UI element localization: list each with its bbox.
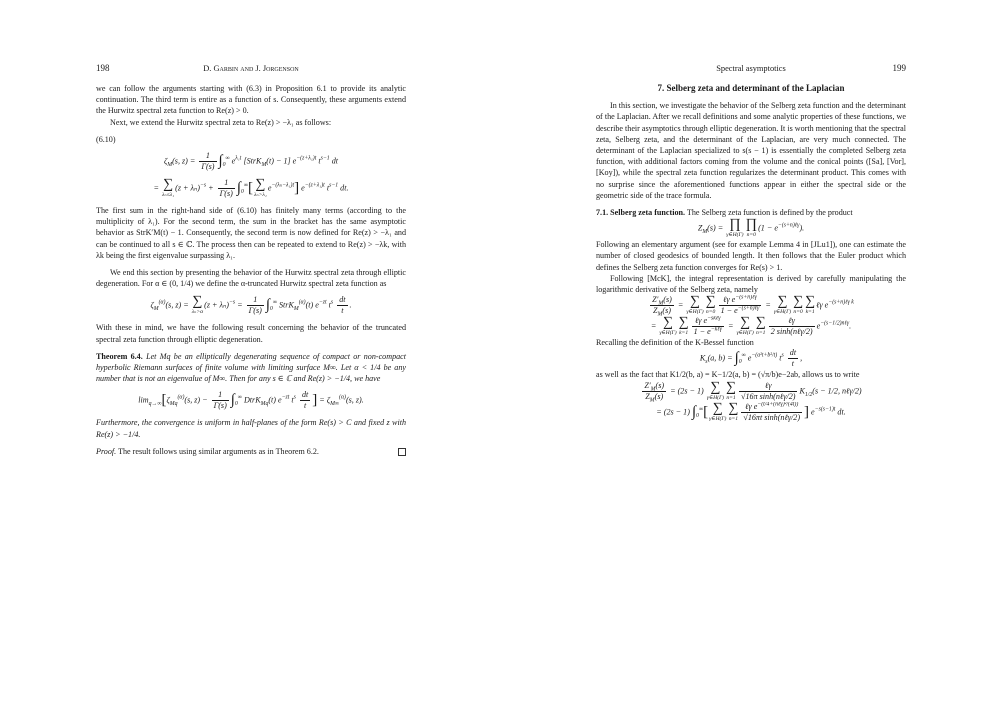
theorem-6-4-equation: $\lim_{q\to\infty}[\zeta_{Mq}^{(\alpha)}(s$, z) − $\frac{1}{\Gamma(s)}$ $\int_0^\infty$ DtrK$_{Mq}$(t) $e^{-zt}$ $t^s$ $\frac{dt}{t}$ ] = $\zeta_{M\infty}^{(\alpha)}(s$, z). — [138, 390, 364, 411]
theorem-after-text: Furthermore, the convergence is uniform in half-planes of the form Re(s) > C and fixed z with Re(z) > −1/4. — [96, 418, 406, 439]
qed-box-icon — [398, 448, 406, 456]
equation-label-6-10: (6.10) — [96, 134, 116, 144]
left-page-number: 198 — [96, 63, 110, 73]
left-running-title: D. Garbin and J. Jorgenson — [203, 64, 299, 73]
theorem-text: Let Mq be an elliptically degenerating sequence of compact or non-compact hyperbolic Riemann surfaces of finite volume with limiting surface M∞. Let α < 1/4 be any number that is not an eigenvalue of M∞. Then for any s ∈ ℂ and Re(z) > −1/4, we have — [96, 351, 407, 384]
subsection-text: The Selberg zeta function is defined by the product — [686, 208, 853, 218]
log-derivative-line-2: = ∑ γ∈H(Γ) ∑ k=1 $\frac{\ell\gamma e^{-sk\ell\gamma}}{1 - e^{-k\ell\gamma}}$ = ∑ γ∈H(Γ) ∑ n=1 $\frac{\text{ℓγ}}{\text{2 sinh(nℓγ/2)}}$ $e^{-(s-1/2)n\ell\gamma}$. — [650, 316, 852, 337]
log-derivative-line-1: $\frac{Z'_M(s)}{Z_M(s)}$ = ∑ γ∈H(Γ) ∑ n=0 $\frac{\ell\gamma e^{-(s+n)\ell\gamma}}{1 - e^{-(s+n)\ell\gamma}}$ = ∑ γ∈H(Γ) ∑ n=0 ∑ k=1 ℓγ $e^{-(s+n)\ell\gamma k}$ — [652, 295, 854, 317]
left-page — [96, 0, 406, 704]
right-running-head — [596, 63, 906, 75]
left-body — [96, 83, 406, 457]
left-paragraph-1: we can follow the arguments starting with (6.3) in Proposition 6.1 to provide its analytic continuation. The third term is entire as a function of s. Consequently, these arguments extend the Hurwitz spectral zeta function to Re(z) > 0. — [96, 84, 406, 116]
proof-label: Proof. — [96, 446, 117, 456]
proof — [96, 446, 406, 457]
proof-text: The result follows using similar arguments as in Theorem 6.2. — [118, 446, 319, 456]
right-paragraph-3: Following [McK], the integral representation is derived by carefully manipulating the logarithmic derivative of the Selberg zeta, namely — [596, 273, 906, 295]
left-paragraph-5: With these in mind, we have the following result concerning the behavior of the truncated spectral zeta function through elliptic degeneration. — [96, 323, 406, 344]
right-body — [596, 83, 906, 423]
left-running-head — [96, 63, 406, 75]
right-page — [596, 0, 906, 704]
right-page-number: 199 — [892, 63, 906, 73]
right-running-title: Spectral asymptotics — [716, 64, 786, 73]
bessel-equation: $K_s(a$, $b) = \int_0^\infty$ $e^{-(a^2t+b^2/t)}$ $t^s$ $\frac{dt}{t}$ , — [699, 348, 803, 369]
subsection-7-1 — [596, 207, 906, 218]
equation-6-10-line-1: $\zeta_M(s$, z) = $\frac{1}{\Gamma(s)}$ $\int_0^\infty$ $e^{\lambda_1t}$ [StrK$_M$(t) − 1] $e^{-(z+\lambda_1)t}$ $t^{s-1}$ dt — [163, 151, 339, 172]
theorem-6-4 — [96, 351, 406, 385]
right-paragraph-1: In this section, we investigate the behavior of the Selberg zeta function and the determinant of the Laplacian. After we recall definitions and some analytic properties of these functions, we describe their asymptotics through elliptic degeneration. It is worth mentioning that the spectral zeta, Selberg zeta, and the determinant of the Laplacian, are very much connected. The determinant of the Laplacian specialized to s(s − 1) is essentially the completed Selberg zeta function, with additional factors coming from the volume and the conical points ([Sa], [Vor], [Koy]), while the spectral zeta function regularizes the determinant product. This comes with no surprise since the aforementioned functions appear in either the spectral side or the geometric side of the trace formula. — [596, 101, 906, 200]
left-paragraph-3: The first sum in the right-hand side of (6.10) has finitely many terms (according to the multiplicity of λ₁). For the second term, the sum in the bracket has the same asymptotic behavior as StrK′M(t) − 1. Consequently, the second term is now defined for Re(z) > −λ₁ and can be continued to all s ∈ ℂ. The process then can be repeated to extend to Re(z) > −λk, with λk being the first eigenvalue surpassing λ₁. — [96, 206, 406, 260]
subsection-title: 7.1. Selberg zeta function. — [596, 208, 686, 218]
truncated-zeta-equation: $\zeta_M^{(\alpha)}(s$, z) = ∑ λₙ>α $(z + \lambda_n)^{-s}$ = $\frac{1}{\Gamma(s)}$ $\int_0^\infty$ StrK$_M^{(\alpha)}$(t) $e^{-zt}$ $t^s$ $\frac{dt}{t}$ . — [150, 295, 352, 316]
equation-6-10-line-2: = ∑ λₙ≤λ₁ $(z + \lambda_n)^{-s}$ + $\frac{1}{\Gamma(s)}$ $\int_0^\infty$[ ∑ λₙ>λ₁ $e^{-(\lambda_n-\lambda_1)t}$] $e^{-(z+\lambda_1)t}$ $t^{s-1}$ dt. — [153, 178, 349, 199]
final-equation-line-2: = (2s − 1) $\int_0^\infty$[ ∑ γ∈H(Γ) ∑ n=1 $\frac{\ell\gamma e^{-(t/4+(n\ell\gamma)^2/(4t))}}{\text{√16πt sinh(nℓγ/2)}}$ ] $e^{-s(s-1)t}$ dt. — [656, 401, 846, 422]
selberg-product-equation: $Z_M(s)$ = ∏ γ∈H(Γ) ∏ n=0 $(1 - e^{-(s+n)\ell\gamma})$. — [697, 218, 805, 239]
right-paragraph-5: as well as the fact that K1/2(b, a) = K−1/2(a, b) = (√π/b)e−2ab, allows us to write — [596, 370, 860, 380]
left-paragraph-4: We end this section by presenting the behavior of the Hurwitz spectral zeta through elliptic degeneration. For α ∈ (0, 1/4) we define the α-truncated Hurwitz spectral zeta function as — [96, 268, 406, 289]
theorem-label: Theorem 6.4. — [96, 351, 143, 361]
final-equation-line-1: $\frac{Z'_M(s)}{Z_M(s)}$ = (2s − 1) ∑ γ∈H(Γ) ∑ n=1 $\frac{\text{ℓγ}}{\text{√16π sinh(nℓγ/2)}}$ $K_{1/2}(s - 1/2$, nℓγ/2) — [644, 380, 862, 402]
right-paragraph-2: Following an elementary argument (see for example Lemma 4 in [JLu1]), one can estimate the number of closed geodesics of bounded length. It then follows that the Euler product which defines the Selberg zeta function converges for Re(s) > 1. — [596, 240, 906, 272]
right-paragraph-4: Recalling the definition of the K-Bessel function — [596, 338, 754, 348]
left-paragraph-2: Next, we extend the Hurwitz spectral zeta to Re(z) > −λ₁ as follows: — [110, 117, 332, 127]
section-title: 7. Selberg zeta and determinant of the Laplacian — [657, 83, 845, 93]
